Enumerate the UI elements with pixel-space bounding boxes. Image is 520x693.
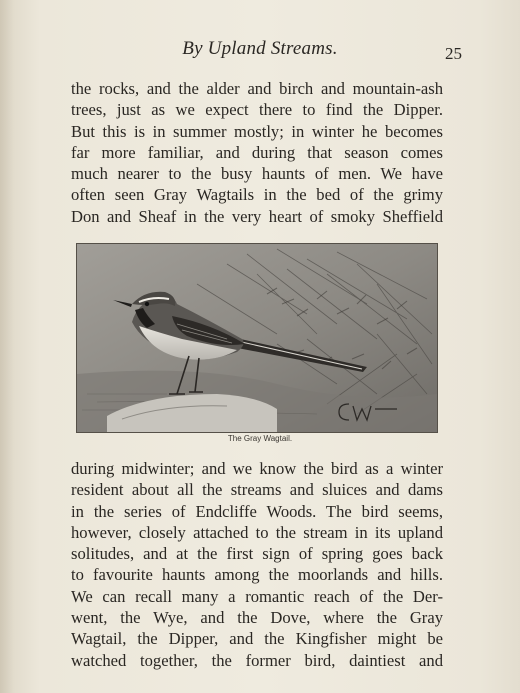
text-line: often seen Gray Wagtails in the bed of the grimy [71, 185, 443, 205]
text-line: the rocks, and the alder and birch and mountain-ash [71, 79, 443, 98]
text-line: We can recall many a romantic reach of the Der- [71, 586, 443, 606]
figure-caption: The Gray Wagtail. [227, 434, 293, 443]
paragraph-top [71, 78, 443, 227]
text-line: watched together, the former bird, daintiest and [71, 650, 443, 670]
text-line: to favourite haunts among the moorlands and hills. [71, 565, 443, 585]
page-number: 25 [445, 44, 462, 63]
text-line: Wagtail, the Dipper, and the Kingfisher might be [71, 629, 443, 649]
text-line: in the series of Endcliffe Woods. The bird seems, [71, 501, 443, 521]
text-line: however, closely attached to the stream in its upland [71, 522, 443, 542]
running-title: By Upland Streams. [182, 38, 338, 59]
paragraph-bottom [71, 458, 443, 671]
text-line: far more familiar, and during that season comes [71, 142, 443, 162]
text-line: resident about all the streams and sluices and dams [71, 480, 443, 500]
text-line: went, the Wye, and the Dove, where the Gray [71, 608, 443, 628]
gray-wagtail-illustration [76, 243, 438, 433]
text-line: But this is in summer mostly; in winter he becomes [71, 121, 443, 141]
text-line: trees, just as we expect there to find the Dipper. [71, 100, 443, 120]
text-line: during midwinter; and we know the bird as a winter [71, 459, 443, 478]
text-line: much nearer to the busy haunts of men. We have [71, 164, 443, 184]
text-line: solitudes, and at the first sign of spring goes back [71, 544, 443, 564]
text-line: Don and Sheaf in the very heart of smoky Sheffield [71, 206, 443, 226]
